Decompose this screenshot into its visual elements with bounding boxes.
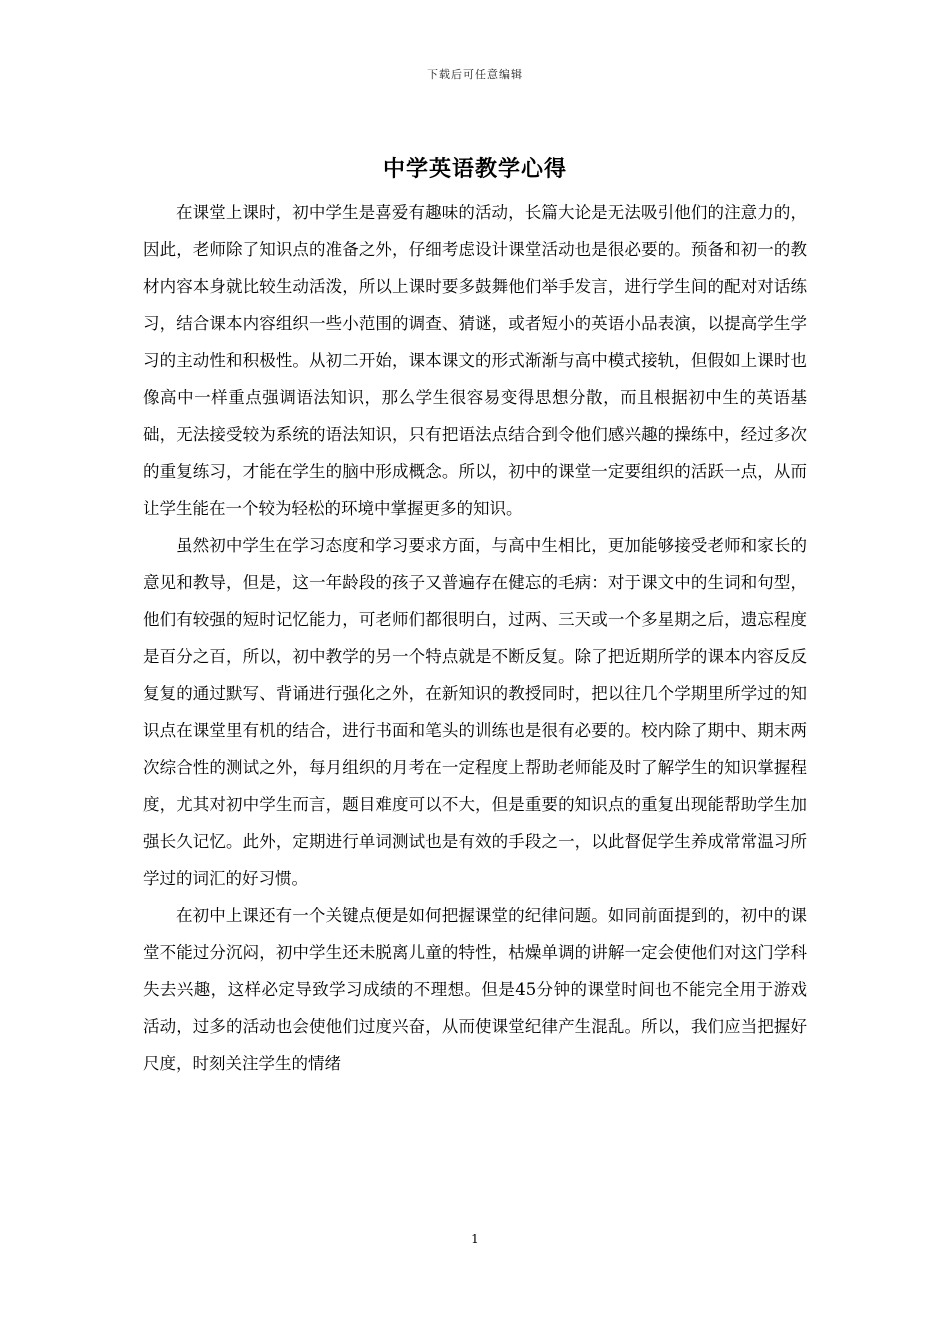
document-body (143, 194, 807, 1082)
paragraph-1: 在课堂上课时，初中学生是喜爱有趣味的活动，长篇大论是无法吸引他们的注意力的，因此，老师除了知识点的准备之外，仔细考虑设计课堂活动也是很必要的。预备和初一的教材内容本身就比较生动活泼，所以上课时要多鼓舞他们举手发言，进行学生间的配对对话练习，结合课本内容组织一些小范围的调查、猜谜，或者短小的英语小品表演，以提高学生学习的主动性和积极性。从初二开始，课本课文的形式渐渐与高中模式接轨，但假如上课时也像高中一样重点强调语法知识，那么学生很容易变得思想分散，而且根据初中生的英语基础，无法接受较为系统的语法知识，只有把语法点结合到令他们感兴趣的操练中，经过多次的重复练习，才能在学生的脑中形成概念。所以，初中的课堂一定要组织的活跃一点，从而让学生能在一个较为轻松的环境中掌握更多的知识。 (143, 203, 807, 518)
paragraph-3: 在初中上课还有一个关键点便是如何把握课堂的纪律问题。如同前面提到的，初中的课堂不能过分沉闷，初中学生还未脱离儿童的特性，枯燥单调的讲解一定会使他们对这门学科失去兴趣，这样必定导致学习成绩的不理想。但是45分钟的课堂时间也不能完全用于游戏活动，过多的活动也会使他们过度兴奋，从而使课堂纪律产生混乱。所以，我们应当把握好尺度，时刻关注学生的情绪 (143, 906, 807, 1073)
page-header: 下载后可任意编辑 (427, 68, 523, 81)
page-number: 1 (471, 1232, 479, 1246)
paragraph-2: 虽然初中学生在学习态度和学习要求方面，与高中生相比，更加能够接受老师和家长的意见和教导，但是，这一年龄段的孩子又普遍存在健忘的毛病：对于课文中的生词和句型，他们有较强的短时记忆能力，可老师们都很明白，过两、三天或一个多星期之后，遗忘程度是百分之百，所以，初中教学的另一个特点就是不断反复。除了把近期所学的课本内容反反复复的通过默写、背诵进行强化之外，在新知识的教授同时，把以往几个学期里所学过的知识点在课堂里有机的结合，进行书面和笔头的训练也是很有必要的。校内除了期中、期末两次综合性的测试之外，每月组织的月考在一定程度上帮助老师能及时了解学生的知识掌握程度，尤其对初中学生而言，题目难度可以不大，但是重要的知识点的重复出现能帮助学生加强长久记忆。此外，定期进行单词测试也是有效的手段之一，以此督促学生养成常常温习所学过的词汇的好习惯。 (143, 536, 807, 888)
document-title: 中学英语教学心得 (382, 156, 567, 182)
